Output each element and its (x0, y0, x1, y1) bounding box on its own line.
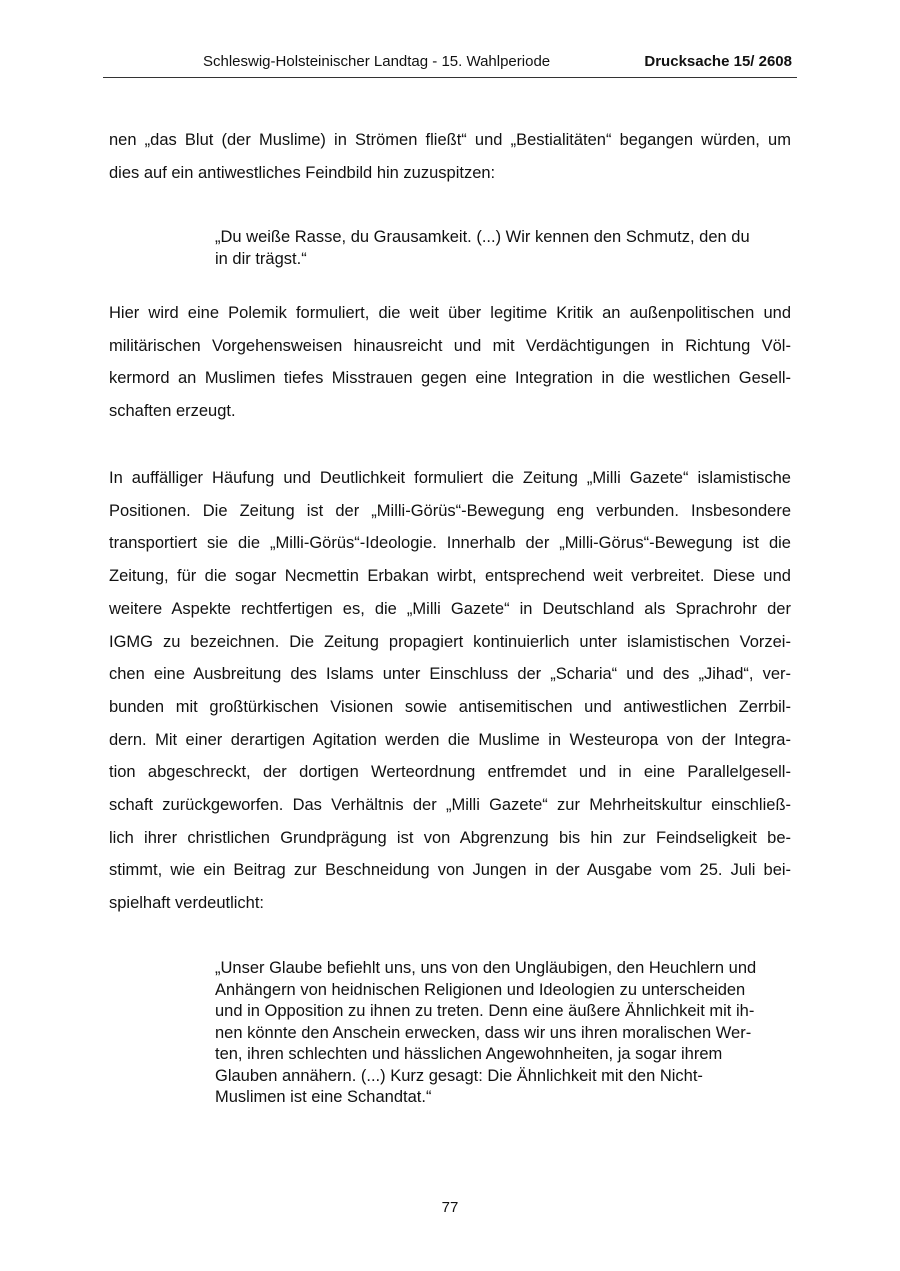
page-number: 77 (441, 1199, 459, 1216)
document-number: Drucksache 15/ 2608 (644, 53, 792, 70)
quote-line: „Du weiße Rasse, du Grausamkeit. (...) Wir kennen den Schmutz, den du (215, 228, 750, 246)
paragraph-polemik (109, 297, 791, 428)
text-line: Positionen. Die Zeitung ist der „Milli-Görüs“-Bewegung eng verbunden. Insbesondere (109, 501, 791, 520)
text-line: nen „das Blut (der Muslime) in Strömen fließt“ und „Bestialitäten“ begangen würden, um (109, 131, 791, 149)
quote-line: Glauben annähern. (...) Kurz gesagt: Die Ähnlichkeit mit den Nicht- (215, 1066, 703, 1085)
text-line: schaften erzeugt. (109, 402, 236, 421)
text-line: Hier wird eine Polemik formuliert, die weit über legitime Kritik an außenpolitischen und (109, 304, 792, 322)
text-line: IGMG zu bezeichnen. Die Zeitung propagiert kontinuierlich unter islamistischen Vorzei- (109, 632, 791, 651)
text-line: spielhaft verdeutlicht: (109, 894, 265, 913)
quote-line: Muslimen ist eine Schandtat.“ (215, 1088, 432, 1106)
quote-line: und in Opposition zu ihnen zu treten. Denn eine äußere Ähnlichkeit mit ih- (215, 1002, 755, 1020)
paragraph-continuation (109, 124, 791, 189)
block-quote-2 (215, 958, 785, 1109)
text-line: weitere Aspekte rechtfertigen es, die „Milli Gazete“ in Deutschland als Sprachrohr der (109, 599, 791, 618)
quote-line: Anhängern von heidnischen Religionen und Ideologien zu unterscheiden (215, 980, 746, 999)
text-line: Zeitung, für die sogar Necmettin Erbakan wirbt, entsprechend weit verbreitet. Diese und (109, 567, 791, 586)
quote-line: ten, ihren schlechten und hässlichen Angewohnheiten, ja sogar ihrem (215, 1045, 723, 1063)
text-line: militärischen Vorgehensweisen hinausreicht und mit Verdächtigungen in Richtung Völ- (109, 336, 791, 355)
quote-line: „Unser Glaube befiehlt uns, uns von den Ungläubigen, den Heuchlern und (215, 959, 757, 977)
text-line: chen eine Ausbreitung des Islams unter Einschluss der „Scharia“ und des „Jihad“, ver- (109, 665, 791, 684)
text-line: In auffälliger Häufung und Deutlichkeit formuliert die Zeitung „Milli Gazete“ islamistische (109, 469, 791, 487)
text-line: bunden mit großtürkischen Visionen sowie antisemitischen und antiwestlichen Zerrbil- (109, 697, 791, 716)
quote-line: nen könnte den Anschein erwecken, dass wir uns ihren moralischen Wer- (215, 1023, 752, 1042)
text-line: tion abgeschreckt, der dortigen Werteordnung entfremdet und in eine Parallelgesell- (109, 763, 791, 782)
header-title: Schleswig-Holsteinischer Landtag - 15. Wahlperiode (203, 53, 551, 70)
block-quote-1 (215, 227, 785, 270)
text-line: lich ihrer christlichen Grundprägung ist von Abgrenzung bis hin zur Feindseligkeit be- (109, 828, 792, 847)
text-line: transportiert sie die „Milli-Görüs“-Ideologie. Innerhalb der „Milli-Görus“-Bewegung ist die (109, 534, 791, 553)
text-line: schaft zurückgeworfen. Das Verhältnis der „Milli Gazete“ zur Mehrheitskultur einschließ- (109, 796, 792, 815)
text-line: dies auf ein antiwestliches Feindbild hin zuzuspitzen: (109, 163, 496, 182)
text-line: kermord an Muslimen tiefes Misstrauen gegen eine Integration in die westlichen Gesell- (109, 369, 792, 388)
text-line: dern. Mit einer derartigen Agitation werden die Muslime in Westeuropa von der Integra- (109, 730, 791, 749)
paragraph-milli-gazete (109, 462, 791, 920)
text-line: stimmt, wie ein Beitrag zur Beschneidung von Jungen in der Ausgabe vom 25. Juli bei- (109, 861, 792, 880)
page-header (103, 52, 797, 78)
quote-line: in dir trägst.“ (215, 249, 307, 268)
